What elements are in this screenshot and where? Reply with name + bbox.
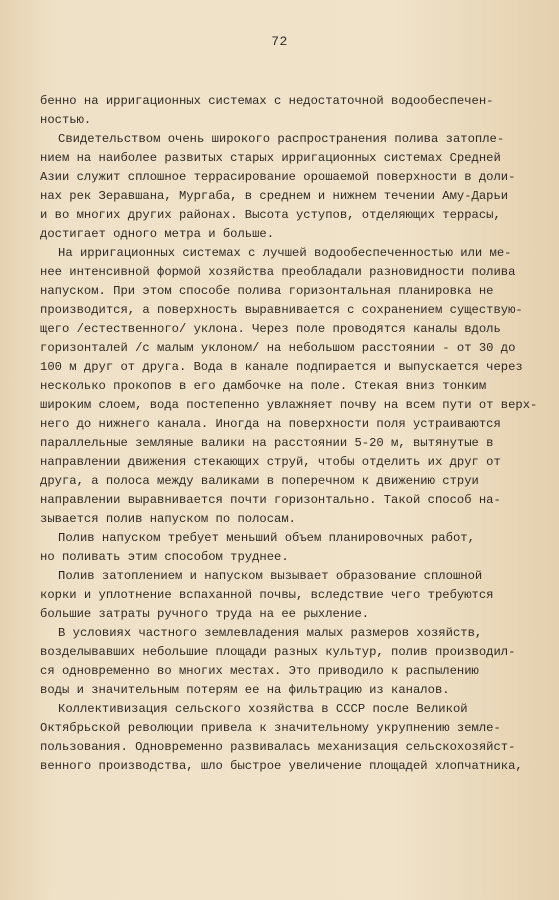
text-line: производится, а поверхность выравнивается с сохранением существую- [40, 303, 523, 317]
text-line: но поливать этим способом труднее. [40, 550, 289, 564]
text-line: Коллективизация сельского хозяйства в СССР после Великой [58, 702, 468, 716]
text-line: Полив затоплением и напуском вызывает образование сплошной [58, 569, 483, 583]
text-line: ся одновременно во многих местах. Это приводило к распылению [40, 664, 479, 678]
text-line: В условиях частного землевладения малых размеров хозяйств, [58, 626, 483, 640]
text-line: горизонталей /с малым уклоном/ на небольшом расстоянии - от 30 до [40, 341, 516, 355]
text-line: направлении выравнивается почти горизонтально. Такой способ на- [40, 493, 501, 507]
text-line: него до нижнего канала. Иногда на поверхности поля устраиваются [40, 417, 501, 431]
text-line: 100 м друг от друга. Вода в канале подпирается и выпускается через [40, 360, 523, 374]
text-line: корки и уплотнение вспаханной почвы, вследствие чего требуются [40, 588, 494, 602]
text-line: широким слоем, вода постепенно увлажняет почву на всем пути от верх- [40, 398, 538, 412]
text-line: направлении движения стекающих струй, чтобы отделить их друг от [40, 455, 501, 469]
text-line: нием на наиболее развитых старых ирригационных системах Средней [40, 151, 501, 165]
text-line: венного производства, шло быстрое увеличение площадей хлопчатника, [40, 759, 523, 773]
text-line: Полив напуском требует меньший объем планировочных работ, [58, 531, 475, 545]
text-line: Азии служит сплошное террасирование орошаемой поверхности в доли- [40, 170, 516, 184]
text-line: бенно на ирригационных системах с недостаточной водообеспечен- [40, 94, 494, 108]
text-line: большие затраты ручного труда на ее рыхление. [40, 607, 370, 621]
text-line: Октябрьской революции привела к значительному укрупнению земле- [40, 721, 501, 735]
text-line: параллельные земляные валики на расстоянии 5-20 м, вытянутые в [40, 436, 494, 450]
text-line: ностью. [40, 113, 92, 127]
page-number: 72 [271, 34, 288, 49]
text-line: нее интенсивной формой хозяйства преобладали разновидности полива [40, 265, 516, 279]
text-line: На ирригационных системах с лучшей водообеспеченностью или ме- [58, 246, 512, 260]
text-line: воды и значительным потерям ее на фильтрацию из каналов. [40, 683, 450, 697]
text-line: Свидетельством очень широкого распространения полива затопле- [58, 132, 505, 146]
text-line: достигает одного метра и больше. [40, 227, 275, 241]
text-line: напуском. При этом способе полива горизонтальная планировка не [40, 284, 494, 298]
text-line: и во многих других районах. Высота уступов, отделяющих террасы, [40, 208, 501, 222]
text-line: щего /естественного/ уклона. Через поле проводятся каналы вдоль [40, 322, 501, 336]
text-line: зывается полив напуском по полосам. [40, 512, 296, 526]
text-line: друга, а полоса между валиками в поперечном к движению струи [40, 474, 479, 488]
text-line: возделывавших небольшие площади разных культур, полив производил- [40, 645, 516, 659]
text-line: пользования. Одновременно развивалась механизация сельскохозяйст- [40, 740, 516, 754]
text-line: нах рек Зеравшана, Мургаба, в среднем и нижнем течении Аму-Дарьи [40, 189, 509, 203]
text-line: несколько прокопов в его дамбочке на поле. Стекая вниз тонким [40, 379, 487, 393]
